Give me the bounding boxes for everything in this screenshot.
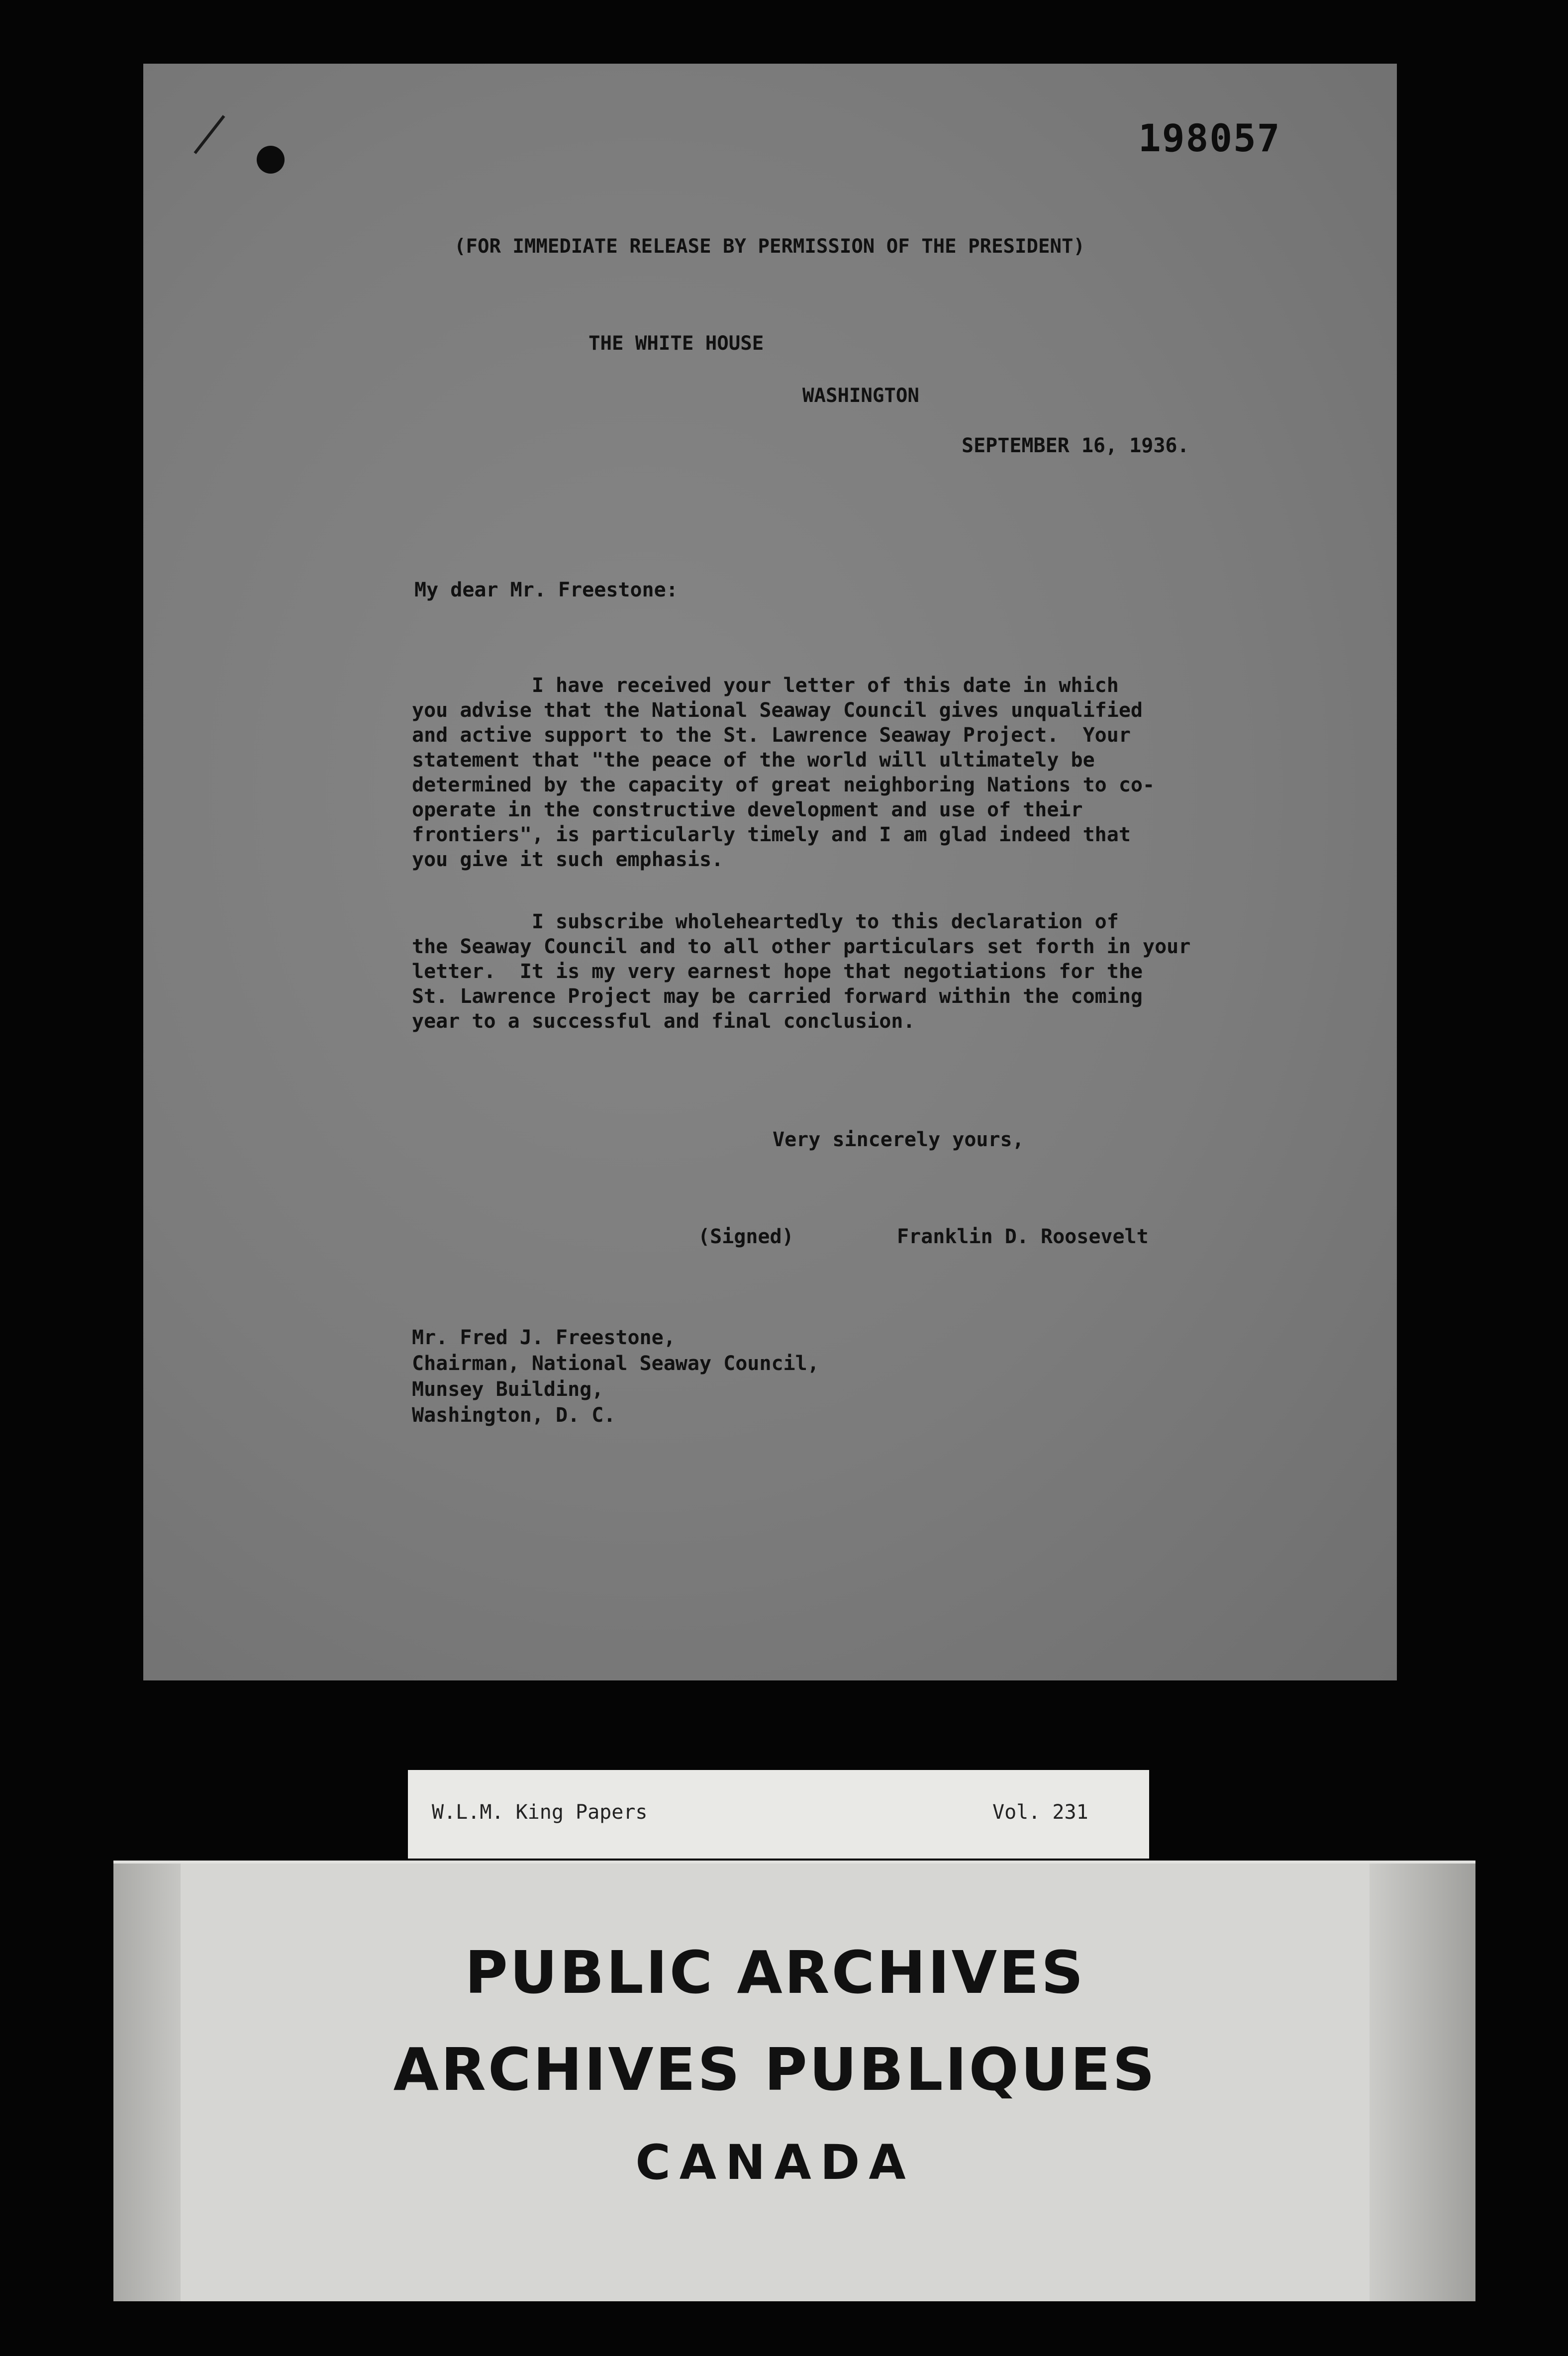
release-notice: (FOR IMMEDIATE RELEASE BY PERMISSION OF THE PRESIDENT) xyxy=(454,235,1085,258)
punch-hole-mark xyxy=(257,146,285,174)
collection-name: W.L.M. King Papers xyxy=(432,1801,648,1824)
letterhead-city: WASHINGTON xyxy=(802,385,919,407)
volume-number: Vol. 231 xyxy=(992,1801,1088,1824)
letter-date: SEPTEMBER 16, 1936. xyxy=(962,434,1189,457)
archive-label xyxy=(408,1770,1149,1859)
letterhead-title: THE WHITE HOUSE xyxy=(588,332,764,355)
salutation: My dear Mr. Freestone: xyxy=(414,579,678,601)
document-number: 198057 xyxy=(1138,116,1281,160)
archive-stamp-card xyxy=(181,1864,1370,2301)
archive-stamp xyxy=(113,1861,1475,2301)
stamp-line-english: PUBLIC ARCHIVES xyxy=(465,1938,1085,2007)
stamp-line-country: CANADA xyxy=(635,2135,915,2190)
signer-name: Franklin D. Roosevelt xyxy=(897,1225,1149,1248)
signed-note: (Signed) xyxy=(698,1225,794,1248)
stamp-line-french: ARCHIVES PUBLIQUES xyxy=(393,2035,1157,2104)
closing: Very sincerely yours, xyxy=(773,1128,1024,1151)
body-paragraph-2: I subscribe wholeheartedly to this declaration of the Seaway Council and to all other particulars set forth in your letter. It is my very earnest hope that negotiations for the St. Lawrence Project may be carried forward within the coming year to a successful and final conclusion. xyxy=(412,910,1191,1033)
letter-page xyxy=(143,64,1397,1680)
addressee-block: Mr. Fred J. Freestone, Chairman, National Seaway Council, Munsey Building, Washington, D. C. xyxy=(412,1326,819,1427)
pencil-mark xyxy=(194,115,225,154)
body-paragraph-1: I have received your letter of this date in which you advise that the National Seaway Council gives unqualified and active support to the St. Lawrence Seaway Project. Your statement that "the peace of the world will ultimately be determined by the capacity of great neighboring Nations to co- operate in the constructive development and use of their frontiers", is particularly timely and I am glad indeed that you give it such emphasis. xyxy=(412,674,1155,871)
